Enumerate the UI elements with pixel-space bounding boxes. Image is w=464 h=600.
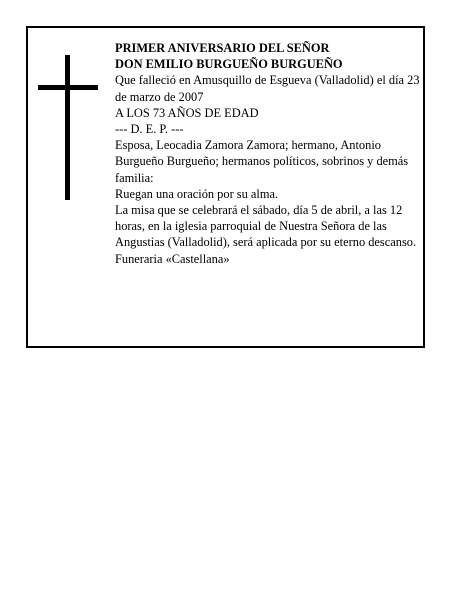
cross-vertical-bar xyxy=(65,55,70,200)
funeral-home: Funeraria «Castellana» xyxy=(115,251,230,266)
cross-icon xyxy=(38,55,98,200)
rip-line: --- D. E. P. --- xyxy=(115,122,184,137)
obituary-notice xyxy=(26,26,425,348)
cross-horizontal-bar xyxy=(38,85,98,90)
heading-line-1: PRIMER ANIVERSARIO DEL SEÑOR xyxy=(115,41,330,55)
heading-line-2: DON EMILIO BURGUEÑO BURGUEÑO xyxy=(115,57,343,72)
prayer-request: Ruegan una oración por su alma. xyxy=(115,186,279,201)
age-line: A LOS 73 AÑOS DE EDAD xyxy=(115,105,259,120)
notice-text xyxy=(115,40,420,267)
mass-info: La misa que se celebrará el sábado, día 5 de abril, a las 12 horas, en la iglesia parroquial de Nuestra Señora de las Angustias (Valladolid), será aplicada por su eterno descanso. xyxy=(115,203,417,250)
family-line: Esposa, Leocadia Zamora Zamora; hermano, Antonio Burgueño Burgueño; hermanos políticos, sobrinos y demás familia: xyxy=(115,138,409,185)
death-info: Que falleció en Amusquillo de Esgueva (Valladolid) el día 23 de marzo de 2007 xyxy=(115,73,420,104)
